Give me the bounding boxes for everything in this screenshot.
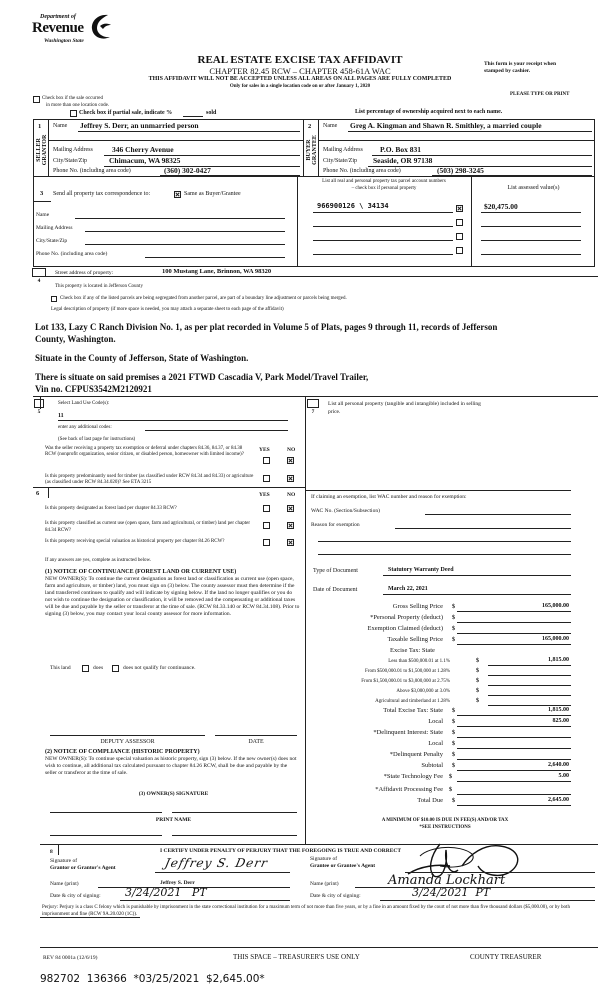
doc-type-value[interactable]: Statutory Warranty Deed [388, 567, 454, 573]
corr-city-label: City/State/Zip [36, 238, 68, 244]
lower-top-rule [33, 396, 598, 397]
section-2-number: 2 [308, 123, 312, 130]
print-name-line-2[interactable] [172, 835, 297, 836]
assessor-date-line[interactable] [215, 735, 297, 736]
buyer-address-value[interactable]: P.O. Box 831 [380, 145, 421, 154]
corr-name-label: Name [36, 212, 50, 218]
section-6-number: 6 [36, 490, 40, 497]
form-subtitle: CHAPTER 82.45 RCW – CHAPTER 458-61A WAC [209, 66, 391, 76]
buyer-name-label: Name [323, 123, 338, 129]
parcel-number[interactable]: 966900126 \ 34134 [317, 202, 389, 210]
land-use-label: Select Land Use Code(s): [58, 401, 110, 406]
logo-line2: Revenue [32, 20, 84, 36]
q2-no-checkbox[interactable] [287, 475, 294, 482]
doc-type-label: Type of Document [313, 568, 358, 574]
excise-tax-state-label: Excise Tax: State [390, 647, 435, 654]
ownership-note: List percentage of ownership acquired next to each name. [355, 109, 503, 115]
notice2-title: (2) NOTICE OF COMPLIANCE (HISTORIC PROPERTY) [45, 749, 200, 755]
seller-address-value[interactable]: 346 Cherry Avenue [112, 145, 174, 154]
corr-address-label: Mailing Address [36, 225, 73, 231]
buyer-phone-label: Phone No. (including area code) [323, 168, 401, 174]
see-instructions-note: *SEE INSTRUCTIONS [419, 825, 471, 830]
notice1-title: (1) NOTICE OF CONTINUANCE (FOREST LAND OR CURRENT USE) [45, 569, 237, 575]
corr-city-field[interactable] [85, 244, 285, 245]
segregation-checkbox[interactable] [51, 296, 57, 302]
doc-date-value[interactable]: March 22, 2021 [388, 586, 428, 592]
parcel-assessed-value[interactable]: $20,475.00 [484, 202, 518, 211]
notice2-body: NEW OWNER(S): To continue special valuation as historic property, sign (3) below. If the new owner(s) does not wish to continue, all additional tax calculated pursuant to chapter 84.26 RCW, shall be due and payable by the seller or transferor at the time of sale. [45, 756, 297, 776]
county-note: This property is located in Jefferson County [55, 284, 143, 289]
owner-signature-line-1[interactable] [50, 812, 162, 813]
grantor-name-label: Name (print) [50, 881, 79, 887]
instructions-note: (See back of last page for instructions) [58, 437, 136, 442]
date-label: DATE [248, 739, 264, 745]
s6-q2: Is this property classified as current use (open space, farm and agricultural, or timber) land per chapter 84.34 RCW? [45, 521, 250, 533]
buyer-city-value[interactable]: Seaside, OR 97138 [373, 156, 433, 165]
buyer-address-label: Mailing Address [323, 147, 363, 153]
form-id: REV 84 0001a (12/6/19) [43, 955, 98, 961]
dor-logo [30, 12, 120, 54]
partial-sale-percent-field[interactable] [183, 116, 203, 117]
legal-description-4: Vin no. CFPUS3542M2120921 [35, 384, 152, 394]
s6-q2-yes-checkbox[interactable] [263, 522, 270, 529]
s6-q1-yes-checkbox[interactable] [263, 505, 270, 512]
buyer-city-label: City/State/Zip [323, 158, 357, 164]
reason-field-3[interactable] [318, 554, 571, 555]
grantor-name-value[interactable]: Jeffrey S. Derr [160, 880, 195, 886]
receipt-note-1: This form is your receipt when [484, 61, 557, 67]
buyer-side-divider [318, 119, 319, 177]
segregation-note: Check box if any of the listed parcels are being segregated from another parcel, are part of a boundary line adjustment or parcels being merged. [60, 296, 347, 301]
reason-field[interactable] [395, 528, 571, 529]
no-header: NO [287, 447, 296, 453]
section-1-number: 1 [38, 123, 42, 130]
parcel-personal-checkbox[interactable] [456, 233, 463, 240]
divider-seller-buyer [303, 119, 304, 177]
q1-no-checkbox[interactable] [287, 457, 294, 464]
parcel-number[interactable] [313, 240, 453, 241]
s6-q1-no-checkbox[interactable] [287, 505, 294, 512]
form-note: Only for sales in a single location code on or after January 1, 2020 [229, 84, 371, 89]
grantee-sig-label-2: Grantee or Grantee's Agent [310, 863, 376, 869]
additional-codes-field[interactable] [145, 430, 288, 431]
seller-side-divider [48, 119, 49, 177]
treasurer-use-label: THIS SPACE – TREASURER'S USE ONLY [233, 953, 360, 961]
grantee-name-value[interactable]: Amanda Lockhart [388, 873, 506, 888]
parcel-assessed-value[interactable] [481, 226, 581, 227]
s6-no-header: NO [287, 492, 296, 498]
seller-side-label: SELLER GRANTOR [36, 134, 48, 166]
logo-line3: Washington State [44, 38, 84, 44]
parcel-assessed-value[interactable] [481, 240, 581, 241]
section-5-number: 5 [34, 399, 44, 408]
footer-rule [40, 947, 598, 948]
wac-field[interactable] [425, 514, 571, 515]
street-address-label: Street address of property: [55, 270, 114, 276]
receipt-note-2: stamped by cashier. [484, 68, 531, 74]
same-as-buyer-label: Same as Buyer/Grantee [184, 191, 241, 197]
q1-yes-checkbox[interactable] [263, 457, 270, 464]
seller-city-value[interactable]: Chimacum, WA 98325 [109, 156, 181, 165]
does-qualify-checkbox[interactable] [82, 665, 89, 672]
s6-yes-header: YES [259, 492, 270, 498]
corr-phone-field[interactable] [145, 257, 285, 258]
owner-signature-label: (3) OWNER(S) SIGNATURE [138, 791, 209, 797]
section-4-number: 4 [32, 268, 46, 277]
doc-date-label: Date of Document [313, 587, 358, 593]
grantee-date-value[interactable]: 3/24/2021 PT [412, 886, 491, 899]
does-not-label: does not qualify for continuance. [123, 665, 196, 671]
exemption-label: If claiming an exemption, list WAC number and reason for exemption: [311, 494, 467, 500]
parcel-assessed-value[interactable] [481, 254, 581, 255]
logo-line1: Department of [40, 14, 76, 20]
parcel-personal-checkbox[interactable] [456, 247, 463, 254]
land-use-code[interactable]: 11 [58, 413, 64, 419]
corr-phone-label: Phone No. (including area code) [36, 251, 108, 257]
partial-sale-checkbox[interactable] [70, 110, 77, 117]
perjury-note: Perjury: Perjury is a class C felony which is punishable by imprisonment in the state correctional institution for a maximum term of not more than five years, or by a fine in an amount fixed by the court of not more than five thousand dollars ($5,000.00), or by both imprisonment and fine (RCW 9A.20.020 (1C)). [42, 905, 570, 917]
does-not-qualify-checkbox[interactable] [112, 665, 119, 672]
multi-location-label-2: in more than one location code. [46, 103, 110, 108]
grantor-date-value[interactable]: 3/24/2021 PT [125, 886, 207, 899]
seller-city-label: City/State/Zip [53, 158, 87, 164]
legal-description-2: Situate in the County of Jefferson, State of Washington. [35, 353, 249, 363]
same-as-buyer-checkbox[interactable] [174, 191, 181, 198]
deputy-assessor-label: DEPUTY ASSESSOR [100, 739, 155, 745]
type-or-print: PLEASE TYPE OR PRINT [510, 92, 570, 97]
s6-q2-no-checkbox[interactable] [287, 522, 294, 529]
seller-name-value[interactable]: Jeffrey S. Derr, an unmarried person [80, 121, 199, 130]
buyer-side-label: BUYER GRANTEE [306, 135, 318, 165]
parcels-header-1: List all real and personal property tax parcel account numbers [322, 179, 446, 184]
form-warning: THIS AFFIDAVIT WILL NOT BE ACCEPTED UNLESS ALL AREAS ON ALL PAGES ARE FULLY COMPLETED [148, 76, 452, 82]
grantee-sig-label-1: Signature of [310, 856, 338, 862]
grantor-sig-label-2: Grantor or Grantor's Agent [50, 865, 116, 871]
s6-q1: Is this property designated as forest land per chapter 84.33 RCW? [45, 506, 177, 511]
legal-description-1: Lot 133, Lazy C Ranch Division No. 1, as per plat recorded in Volume 5 of Plats, pages 9 through 11, records of Jefferson County, Washington. [35, 322, 498, 344]
s6-q3-no-checkbox[interactable] [287, 539, 294, 546]
this-land-label: This land [50, 665, 71, 671]
section-6-rule [33, 487, 305, 488]
owner-signature-line-2[interactable] [172, 812, 297, 813]
corr-address-field[interactable] [85, 231, 285, 232]
yes-header: YES [259, 447, 270, 453]
seller-phone-value[interactable]: (360) 302-0427 [164, 166, 211, 175]
section-8-number: 8 [50, 849, 53, 855]
legal-description-3: There is situate on said premises a 2021 FTWD Cascadia V, Park Model/Travel Trailer, [35, 372, 369, 382]
print-name-label: PRINT NAME [155, 817, 192, 823]
grantor-signature[interactable]: Jeffrey S. Derr [163, 856, 270, 870]
assessed-header: List assessed value(s) [507, 185, 560, 191]
form-title: REAL ESTATE EXCISE TAX AFFIDAVIT [197, 54, 403, 66]
street-address-value[interactable]: 100 Mustang Lane, Brinnon, WA 98320 [162, 268, 272, 275]
county-treasurer-label: COUNTY TREASURER [470, 953, 542, 961]
partial-sale-label: Check box if partial sale, indicate % [79, 110, 173, 116]
logo-emblem-icon [88, 12, 114, 42]
parcel-personal-checkbox[interactable] [456, 205, 463, 212]
personal-property-label-1: List all personal property (tangible and intangible) included in selling [328, 401, 481, 407]
reason-label: Reason for exemption [311, 522, 360, 528]
section-3-number: 3 [40, 190, 44, 197]
notice1-body: NEW OWNER(S): To continue the current designation as forest land or classification as current use (open space, farm and agriculture, or timber) land, you must sign on (3) below. The county assessor must then determine if the land transferred continues to qualify and will indicate by signing below. If the land no longer qualifies or you do not wish to continue the designation or classification, it will be removed and the compensating or additional taxes will be due and payable by the seller or transferor at the time of sale. (RCW 84.33.140 or RCW 84.34.108). Prior to signing (3) below, you may contact your local county assessor for more information. [45, 576, 300, 617]
grantee-date-label: Date & city of signing: [310, 893, 361, 899]
treasurer-stamp: 982702 136366 *03/25/2021 $2,645.00* [40, 973, 265, 985]
additional-codes-label: enter any additional codes: [58, 425, 112, 430]
does-label: does [93, 665, 104, 671]
grantee-name-label: Name (print) [310, 881, 339, 887]
wac-label: WAC No. (Section/Subsection) [311, 508, 380, 514]
partial-sold-label: sold [206, 110, 217, 116]
buyer-name-value[interactable]: Greg A. Kingman and Shawn R. Smithley, a married couple [350, 121, 542, 130]
personal-property-label-2: price. [328, 409, 341, 415]
seller-phone-label: Phone No. (including area code) [53, 168, 131, 174]
q2-yes-checkbox[interactable] [263, 475, 270, 482]
corr-name-field[interactable] [75, 218, 285, 219]
grantor-date-label: Date & city of signing: [50, 893, 101, 899]
multi-location-label-1: Check box if the sale occurred [42, 96, 103, 101]
buyer-phone-value[interactable]: (503) 298-3245 [437, 166, 484, 175]
s6-q3: Is this property receiving special valuation as historical property per chapter 84.26 RCW? [45, 539, 225, 544]
print-name-line-1[interactable] [50, 835, 162, 836]
deputy-assessor-signature-line[interactable] [50, 735, 205, 736]
minimum-due-note: A MINIMUM OF $10.00 IS DUE IN FEE(S) AND/OR TAX [381, 818, 509, 823]
grantor-sig-label-1: Signature of [50, 858, 78, 864]
parcel-personal-checkbox[interactable] [456, 219, 463, 226]
legal-description-label: Legal description of property (if more space is needed, you may attach a separate sheet to each page of the affidavit) [51, 307, 284, 312]
reason-field-2[interactable] [318, 541, 571, 542]
land-use-q2: Is this property predominantly used for timber (as classified under RCW 84.34 and 84.33) or agriculture (as classified under RCW 84.34.020)? See ETA 3215 [45, 474, 254, 485]
parcels-header-2: – check box if personal property [351, 186, 417, 191]
correspondence-label: Send all property tax correspondence to: [53, 191, 151, 197]
certify-statement: I CERTIFY UNDER PENALTY OF PERJURY THAT THE FOREGOING IS TRUE AND CORRECT [160, 848, 402, 854]
parcel-number[interactable] [313, 226, 453, 227]
if-yes-note: If any answers are yes, complete as instructed below. [45, 558, 152, 563]
s6-q3-yes-checkbox[interactable] [263, 539, 270, 546]
divider-row3 [33, 176, 595, 177]
multi-location-checkbox[interactable] [33, 96, 40, 103]
parcel-number[interactable] [313, 254, 453, 255]
seller-address-label: Mailing Address [53, 147, 93, 153]
section-7-number: 7 [307, 399, 319, 408]
land-use-q1: Was the seller receiving a property tax exemption or deferral under chapters 84.36, 84.37, or 84.38 RCW (nonprofit organization, senior citizen, or disabled person, homeowner with limited income)? [45, 446, 244, 457]
seller-name-label: Name [53, 123, 68, 129]
